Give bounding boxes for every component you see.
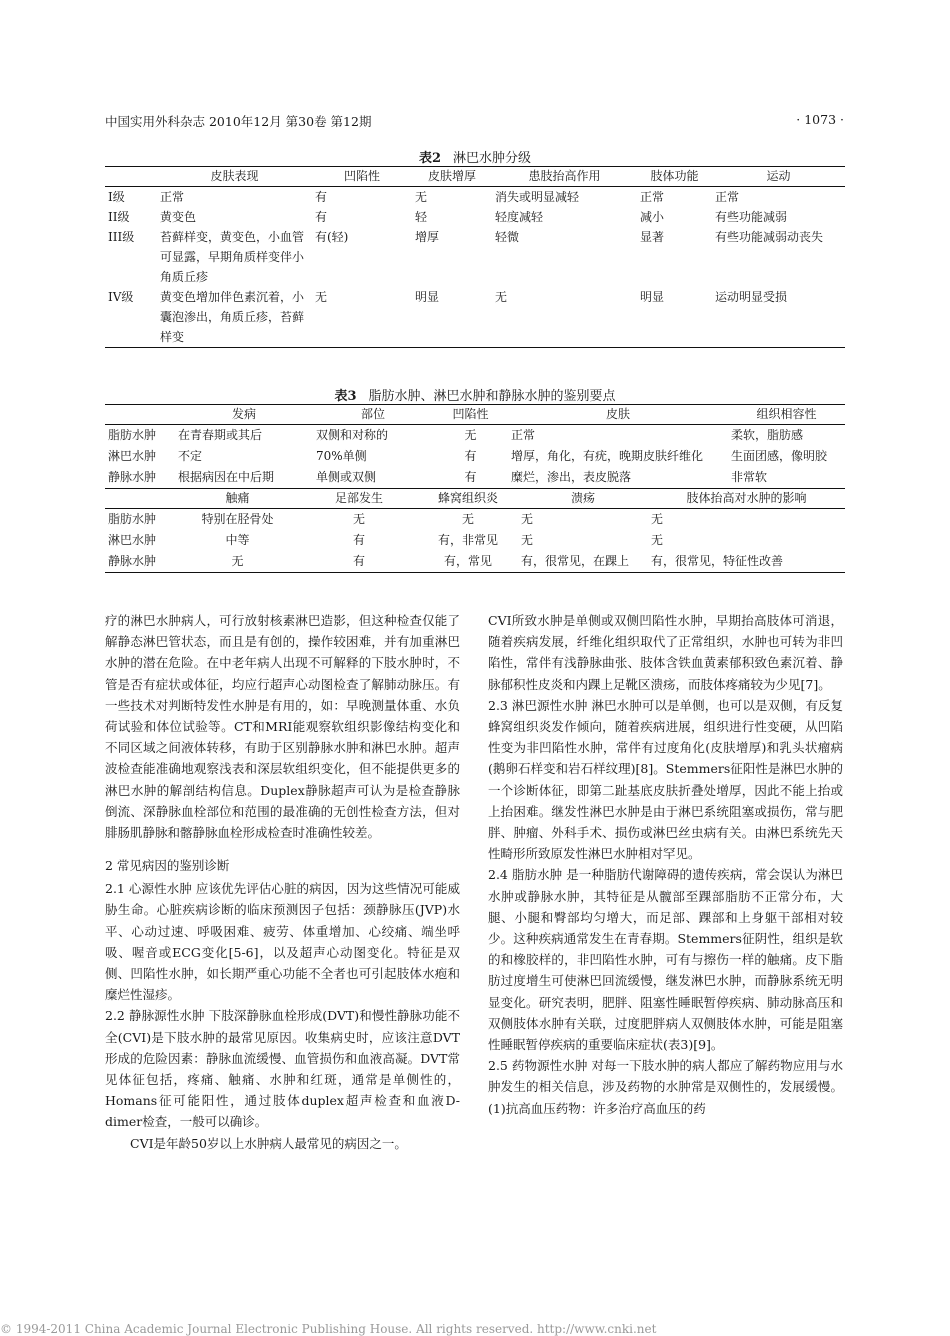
table3-header: 组织相容性 — [728, 405, 845, 425]
table-cell: 无 — [521, 533, 534, 547]
table-cell: 脂肪水肿 — [108, 512, 157, 526]
table-cell: 静脉水肿 — [108, 470, 157, 484]
table-cell: 非常软 — [731, 470, 768, 484]
left-column — [105, 610, 460, 1154]
table-cell: 在青春期或其后 — [178, 428, 263, 442]
table2-header: 凹陷性 — [312, 167, 412, 187]
table-cell: 根据病因在中后期 — [178, 470, 275, 484]
body-paragraph: CVI所致水肿是单侧或双侧凹陷性水肿，早期抬高肢体可消退，随着疾病发展，纤维化组织取代了正常组织，水肿也可转为非凹陷性，常伴有浅静脉曲张、肢体含铁血黄素郁积致色素沉着、静脉郁积性皮炎和内踝上足靴区溃疡，而肢体疼痛较为少见[7]。 — [488, 613, 843, 692]
table3 — [105, 404, 845, 489]
copyright-footer: © 1994-2011 China Academic Journal Electronic Publishing House. All rights reserved. http://www.cnki.net — [0, 1322, 657, 1336]
table-cell: 无 — [461, 512, 474, 526]
table-cell: 静脉水肿 — [108, 554, 157, 568]
table-cell: 正常 — [511, 428, 536, 442]
table-cell: 淋巴水肿 — [108, 533, 157, 547]
table3-part2 — [105, 488, 845, 573]
table-cell: 有 — [315, 210, 328, 224]
table-cell: 消失或明显减轻 — [495, 190, 580, 204]
table-cell: 无 — [464, 428, 477, 442]
table2-header: 皮肤表现 — [157, 167, 312, 187]
table-cell: 有 — [315, 190, 328, 204]
table2-header: 运动 — [712, 167, 845, 187]
table2-title: 淋巴水肿分级 — [453, 151, 532, 166]
table-cell: 无 — [231, 554, 244, 568]
table-cell: 脂肪水肿 — [108, 428, 157, 442]
table3-header: 发病 — [175, 405, 313, 425]
table-cell: 明显 — [640, 290, 665, 304]
table-cell: 运动明显受损 — [715, 290, 788, 304]
journal-header: 中国实用外科杂志 2010年12月 第30卷 第12期 — [105, 114, 372, 129]
table3-header: 皮肤 — [508, 405, 728, 425]
table-row — [105, 207, 845, 227]
body-paragraph: 2.4 脂肪水肿 是一种脂肪代谢障碍的遗传疾病，常会误认为淋巴水肿或静脉水肿，其特征是从髋部至踝部脂肪不正常分布，大腿、小腿和臀部均匀增大，而足部、踝部和上身躯干部相对较少。这种疾病通常发生在青春期。Stemmers征阴性，组织是软的和橡胶样的，非凹陷性水肿，可有与擦伤一样的触痛。皮下脂肪过度增生可使淋巴回流缓慢，继发淋巴水肿，而静脉系统无明显变化。研究表明，肥胖、阻塞性睡眠暂停疾病、肺动脉高压和双侧肢体水肿有关联，过度肥胖病人双侧肢体水肿，可能是阻塞性睡眠暂停疾病的重要临床症状(表3)[9]。 — [488, 867, 843, 1053]
body-paragraph: 2.2 静脉源性水肿 下肢深静脉血栓形成(DVT)和慢性静脉功能不全(CVI)是下肢水肿的最常见原因。收集病史时，应该注意DVT形成的危险因素：静脉血流缓慢、血管损伤和血液高凝。DVT常见体征包括，疼痛、触痛、水肿和红斑，通常是单侧性的，Homans征可能阳性，通过肢体duplex超声检查和血液D-dimer检查，一般可以确诊。 — [105, 1008, 460, 1130]
table-cell: 双侧和对称的 — [316, 428, 389, 442]
table-cell: 正常 — [640, 190, 665, 204]
table3-header-row — [105, 405, 845, 425]
table-cell: 柔软，脂肪感 — [731, 428, 804, 442]
table-cell: 轻 — [415, 210, 428, 224]
table3-header: 蜂窝组织炎 — [418, 489, 518, 509]
table-cell: 中等 — [225, 533, 250, 547]
table-cell: 苔藓样变，黄变色，小血管可显露，早期角质样变伴小角质丘疹 — [160, 230, 305, 284]
table-row — [105, 551, 845, 573]
table-cell: IV级 — [108, 290, 134, 304]
table-cell: 糜烂，渗出，表皮脱落 — [511, 470, 632, 484]
table-cell: 有 — [464, 470, 477, 484]
table-row — [105, 530, 845, 551]
table-row — [105, 509, 845, 531]
right-column — [488, 610, 843, 1119]
table-cell: 正常 — [715, 190, 740, 204]
table-cell: 无 — [495, 290, 508, 304]
body-paragraph: 2.3 淋巴源性水肿 淋巴水肿可以是单侧，也可以是双侧，有反复蜂窝组织炎发作倾向，随着疾病进展，组织进行性变硬，从凹陷性变为非凹陷性水肿，常伴有过度角化(皮肤增厚)和乳头状瘤病(鹅卵石样变和岩石样纹理)[8]。Stemmers征阳性是淋巴水肿的一个诊断体征，即第二趾基底皮肤折叠处增厚，因此不能上抬或上抬困难。继发性淋巴水肿是由于淋巴系统阻塞或损伤，常与肥胖、肿瘤、外科手术、损伤或淋巴丝虫病有关。由淋巴系统先天性畸形所致原发性淋巴水肿相对罕见。 — [488, 697, 843, 862]
table-cell: 显著 — [640, 230, 665, 244]
body-paragraph: 疗的淋巴水肿病人，可行放射核素淋巴造影，但这种检查仅能了解静态淋巴管状态，而且是有创的，操作较困难，并有加重淋巴水肿的潜在危险。在中老年病人出现不可解释的下肢水肿时，不管是否有症状或体征，均应行超声心动图检查了解肺动脉压。有一些技术对判断特发性水肿是有用的，如：早晚测量体重、水负荷试验和体位试验等。CT和MRI能观察软组织影像结构变化和不同区域之间液体转移，有助于区别静脉水肿和淋巴水肿。超声波检查能准确地观察浅表和深层软组织变化，但不能提供更多的淋巴水肿的解剖结构信息。Duplex静脉超声可认为是检查静脉倒流、深静脉血栓部位和范围的最准确的无创性检查方法，但对腓肠肌静脉和髂静脉血栓形成检查时准确性较差。 — [105, 613, 460, 841]
table3-header: 肢体抬高对水肿的影响 — [648, 489, 845, 509]
table-cell: 生面团感，像明胶 — [731, 449, 828, 463]
table3-title: 脂肪水肿、淋巴水肿和静脉水肿的鉴别要点 — [368, 389, 616, 404]
table3-header: 部位 — [313, 405, 433, 425]
table3-header — [105, 405, 175, 425]
table-cell: 明显 — [415, 290, 440, 304]
table3-label: 表3 — [334, 389, 357, 404]
table-cell: 轻微 — [495, 230, 520, 244]
table2-header-row — [105, 167, 845, 187]
table-cell: 无 — [521, 512, 534, 526]
table-cell: II级 — [108, 210, 130, 224]
table2-caption — [105, 147, 845, 166]
table2-label: 表2 — [418, 151, 442, 166]
table2-header: 皮肤增厚 — [412, 167, 492, 187]
table3-header: 触痛 — [175, 489, 300, 509]
table3-header-row-2 — [105, 489, 845, 509]
table-cell: 有，很常见，特征性改善 — [651, 554, 784, 568]
table3-caption — [105, 385, 845, 404]
table-cell: 有 — [352, 554, 365, 568]
table-cell: 减小 — [640, 210, 665, 224]
table2-header — [105, 167, 157, 187]
table2 — [105, 166, 845, 348]
table-row — [105, 227, 845, 287]
table-cell: 淋巴水肿 — [108, 449, 157, 463]
table-cell: 不定 — [178, 449, 203, 463]
table-cell: 无 — [415, 190, 428, 204]
table-cell: 增厚，角化，有疣，晚期皮肤纤维化 — [511, 449, 704, 463]
table-cell: 正常 — [160, 190, 185, 204]
table3-header — [105, 489, 175, 509]
table-cell: 无 — [651, 533, 664, 547]
table-cell: 有 — [464, 449, 477, 463]
table-cell: 黄变色增加伴色素沉着，小囊泡渗出，角质丘疹，苔藓样变 — [160, 290, 305, 344]
body-paragraph: 2.5 药物源性水肿 对每一下肢水肿的病人都应了解药物应用与水肿发生的相关信息，涉及药物的水肿常是双侧性的，发展缓慢。(1)抗高血压药物：许多治疗高血压的药 — [488, 1058, 843, 1116]
table-cell: 有 — [352, 533, 365, 547]
table-cell: I级 — [108, 190, 125, 204]
table-row — [105, 287, 845, 348]
table-row — [105, 187, 845, 208]
table-cell: 无 — [651, 512, 664, 526]
table-row — [105, 425, 845, 447]
table-cell: 70%单侧 — [316, 449, 367, 463]
table-cell: 无 — [352, 512, 365, 526]
table-cell: 轻度减轻 — [495, 210, 544, 224]
table-cell: 有，常见 — [443, 554, 492, 568]
table-cell: 黄变色 — [160, 210, 197, 224]
table3-header: 足部发生 — [300, 489, 418, 509]
table-row — [105, 446, 845, 467]
table-cell: 有，非常见 — [437, 533, 498, 547]
table-cell: 单侧或双侧 — [316, 470, 377, 484]
table3-header: 凹陷性 — [433, 405, 508, 425]
table-cell: III级 — [108, 230, 135, 244]
body-paragraph: CVI是年龄50岁以上水肿病人最常见的病因之一。 — [130, 1135, 407, 1151]
body-paragraph: 2.1 心源性水肿 应该优先评估心脏的病因，因为这些情况可能威胁生命。心脏疾病诊断的临床预测因子包括：颈静脉压(JVP)水平、心动过速、呼吸困难、疲劳、体重增加、心绞痛、端坐呼吸、喔音或ECG变化[5-6]，以及超声心动图变化。特征是双侧、凹陷性水肿，如长期严重心功能不全者也可引起肢体水疱和糜烂性湿疹。 — [105, 881, 460, 1003]
table-cell: 有些功能减弱 — [715, 210, 788, 224]
table3-header: 溃疡 — [518, 489, 648, 509]
section-heading: 2 常见病因的鉴别诊断 — [105, 858, 230, 874]
table2-header: 患肢抬高作用 — [492, 167, 637, 187]
table-cell: 无 — [315, 290, 328, 304]
table-cell: 特别在胫骨处 — [201, 512, 274, 526]
table2-header: 肢体功能 — [637, 167, 712, 187]
table-cell: 增厚 — [415, 230, 440, 244]
table-cell: 有，很常见，在踝上 — [521, 554, 630, 568]
table-cell: 有些功能减弱动丧失 — [715, 230, 824, 244]
table-row — [105, 467, 845, 489]
table-cell: 有(轻) — [315, 230, 349, 244]
page-number: · 1073 · — [796, 112, 844, 127]
